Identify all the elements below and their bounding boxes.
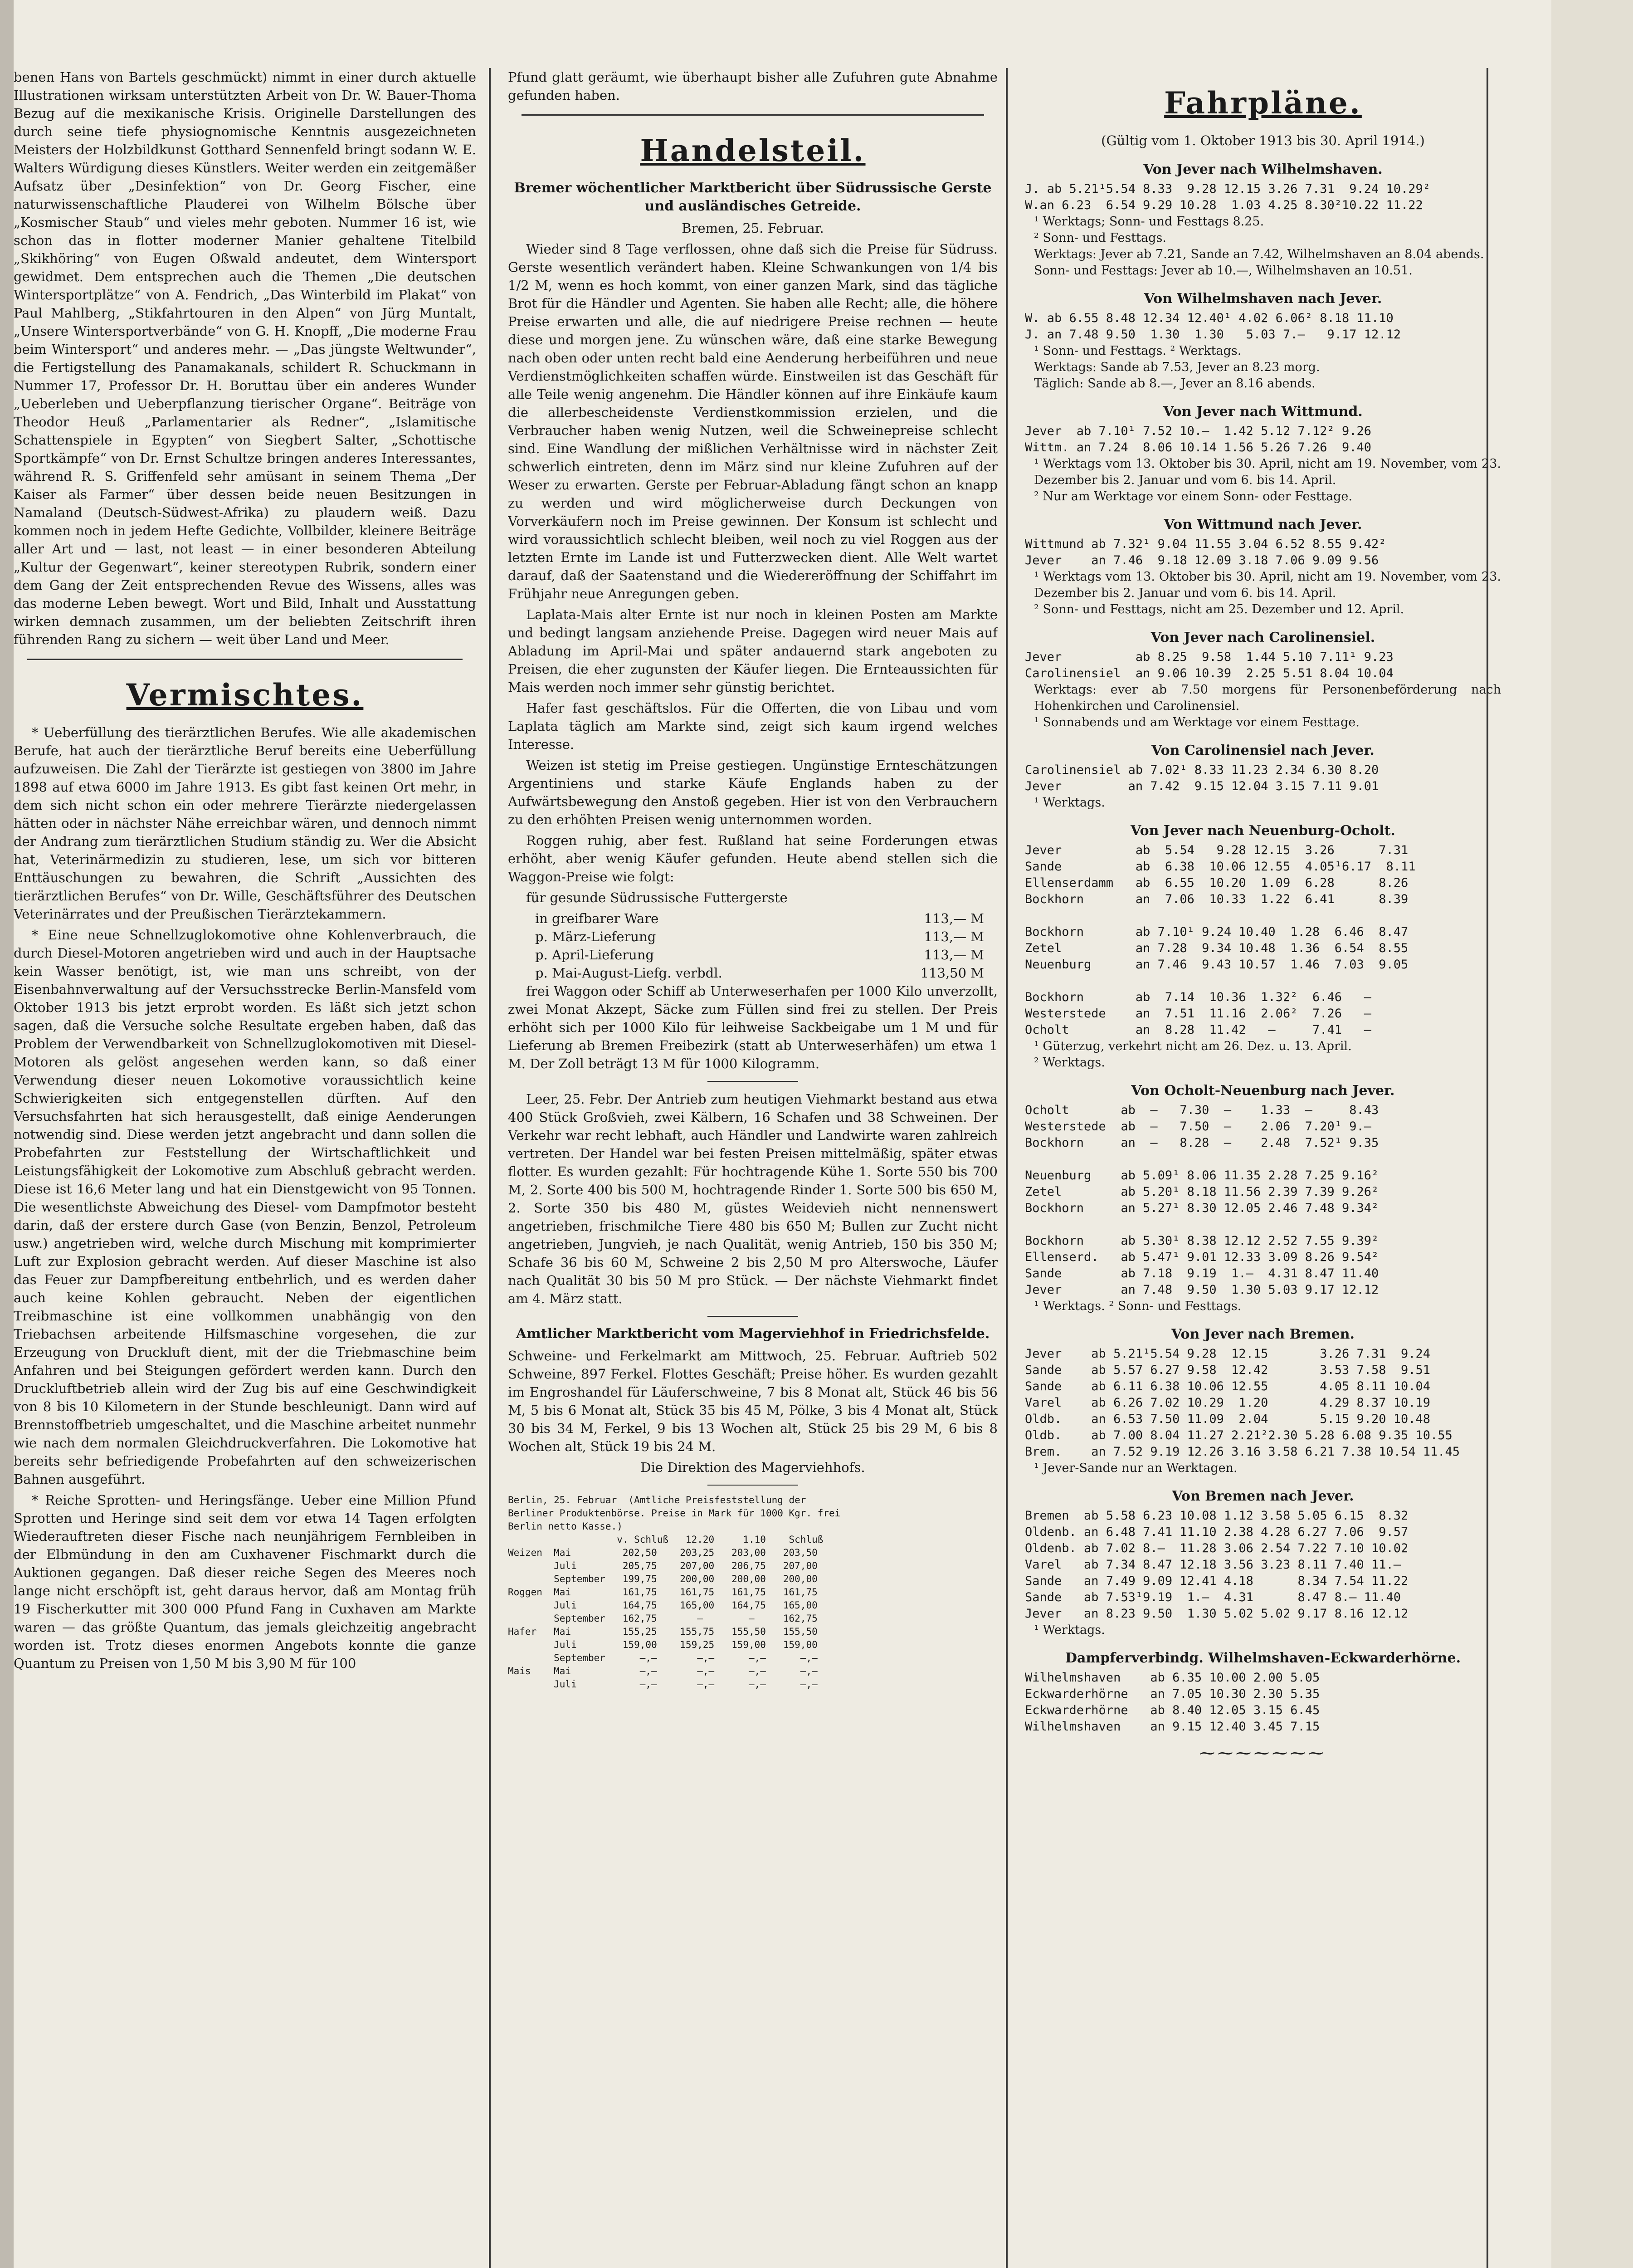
timetable-note: ² Nur am Werktage vor einem Sonn- oder Festtage. [1034,489,1352,503]
bremen-dateline: Bremen, 25. Februar. [682,220,824,236]
fahrplaene-heading: Fahrpläne. [1164,85,1362,121]
timetable-note: Sonn- und Festtags: Jever ab 10.—, Wilhelmshaven an 10.51. [1034,264,1413,278]
timetable-note: Täglich: Sande ab 8.—, Jever an 8.16 abends. [1034,376,1316,391]
price-row [508,928,998,946]
news-item-fishing: * Reiche Sprotten- und Heringsfänge. Ueber eine Million Pfund Sprotten und Heringe sind seit dem vor etwa 14 Tagen erfolgten Wiederauftreten dieser Fische nach neunjährigem Fernbleiben in der Elbmündung in den am Cuxhavener Fischmarkt durch die Auktionen gegangen. Daß dieser reiche Segen des Meeres noch lange nicht erschöpft ist, geht daraus hervor, daß am Montag früh 19 Fischerkutter mit 300 000 Pfund Fang in Cuxhaven am Markte waren — das größte Quantum, das jemals gleichzeitig angebracht worden ist. Trotz dieses enormen Angebots konnte die ganze Quantum zu Preisen von 1,50 M bis 3,90 M für 100 [14,1492,476,1671]
timetable-note: Werktags: Jever ab 7.21, Sande an 7.42, Wilhelmshaven an 8.04 abends. [1034,247,1484,261]
section-divider [522,114,984,116]
timetable-title: Von Carolinensiel nach Jever. [1151,743,1375,758]
short-divider [707,1485,798,1486]
price-label: in greifbarer Ware [535,911,659,926]
magazine-review-paragraph: benen Hans von Bartels geschmückt) nimmt in einer durch aktuelle Illustrationen wirksam unterstützten Arbeit von Dr. W. Bauer-Thoma Bezug auf die mexikanische Krisis. Originelle Darstellungen des durch seine tiefe physiognomische Kenntnis ausgezeichneten Meisters der Holzbildkunst Gotthard Sennenfeld bringt sodann W. E. Walters Würdigung dieses Künstlers. Weiter werden ein zeitgemäßer Aufsatz über „Desinfektion“ von Dr. Georg Fischer, eine naturwissenschaftliche Plauderei von Wilhelm Bölsche über „Kosmischer Staub“ und vieles mehr geboten. Nummer 16 ist, wie schon das in flotter moderner Manier gehaltene Titelbild „Skikhöring“ von Eugen Oßwald andeutet, dem Wintersport gewidmet. Dem entsprechen auch die Themen „Die deutschen Wintersportplätze“ von A. Fendrich, „Das Winterbild im Plakat“ von Paul Mahlberg, „Stikfahrtouren in den Alpen“ von Jürg Muntalt, „Unsere Wintersportverbände“ von G. H. Knopff, „Die moderne Frau beim Wintersport“ und anderes mehr. — „Das jüngste Weltwunder“, die Fertigstellung des Panamakanals, schildert R. Schuckmann in Nummer 17, Professor Dr. H. Boruttau über ein anderes Wunder „Ueberleben und Ueberpflanzung tierischer Organe“. Beiträge von Theodor Heuß „Parlamentarier als Redner“, „Islamitische Schattenspiele in Egypten“ von Siegbert Salter, „Schottische Sportkämpfe“ von Dr. Ernst Schultze bringen anderes Interessantes, während R. S. Griffenfeld sehr amüsant in seinem Thema „Der Kaiser als Farmer“ über dessen beide neuen Besitzungen in Namaland (Deutsch-Südwest-Afrika) zu plaudern weiß. Dazu kommen noch in jedem Hefte Gedichte, Vollbilder, kleinere Beiträge aller Art und — last, not least — in einer besonderen Abteilung „Kultur der Gegenwart“, keiner stereotypen Rubrik, sondern einer dem Gang der Zeit entsprechenden Revue des Wissens, alles was das moderne Leben bewegt. Wort und Bild, Inhalt und Ausstattung wirken demnach zusammen, um der beliebten Zeitschrift ihren führenden Rang zu sichern — weit über Land und Meer. [14,69,476,647]
price-row [508,946,998,964]
timetable-title: Von Bremen nach Jever. [1172,1488,1354,1504]
timetable-note: ¹ Werktags vom 13. Oktober bis 30. April, nicht am 19. November, vom 23. Dezember bis 2. Januar und vom 6. bis 14. April. [1034,570,1501,600]
berlin-exchange-table: Berlin, 25. Februar (Amtliche Preisfeststellung der Berliner Produktenbörse. Preise in Mark für 1000 Kgr. frei Berlin netto Kasse.) v. Schluß 12.20 1.10 Schluß Weizen Mai 202,50 203,25 203,00 203,50 Juli 205,75 207,00 206,75 207,00 September 199,75 200,00 200,00 200,00 Roggen Mai 161,75 161,75 161,75 161,75 Juli 164,75 165,00 164,75 165,00 September 162,75 — — 162,75 Hafer Mai 155,25 155,75 155,50 155,50 Juli 159,00 159,25 159,00 159,00 September —,— —,— —,— —,— Mais Mai —,— —,— —,— —,— Juli —,— —,— —,— —,— [508,1495,841,1690]
official-report-text: Schweine- und Ferkelmarkt am Mittwoch, 25. Februar. Auftrieb 502 Schweine, 897 Ferkel. Flottes Geschäft; Preise höher. Es wurden gezahlt im Engroshandel für Läuferschweine, 7 bis 8 Monat alt, Stück 46 bis 56 M, 5 bis 6 Monat alt, Stück 35 bis 45 M, Pölke, 3 bis 4 Monat alt, Stück 30 bis 34 M, Ferkel, 9 bis 13 Wochen alt, Stück 25 bis 29 M, 6 bis 8 Wochen alt, Stück 19 bis 24 M. [508,1348,998,1454]
short-divider [707,1081,798,1082]
timetable-grid: Wittmund ab 7.32¹ 9.04 11.55 3.04 6.52 8.55 9.42² Jever an 7.46 9.18 12.09 3.18 7.06 9.09 9.56 [1025,537,1386,567]
timetable-note: ¹ Werktags. [1034,1623,1105,1637]
timetable-sections [1025,161,1501,1735]
price-value: 113,— M [924,947,984,963]
timetable-title: Von Wilhelmshaven nach Jever. [1144,291,1382,307]
left-binding-margin [0,0,14,2268]
timetable-grid: Carolinensiel ab 7.02¹ 8.33 11.23 2.34 6.30 8.20 Jever an 7.42 9.15 12.04 3.15 7.11 9.01 [1025,763,1379,793]
price-label: p. März-Lieferung [535,929,656,944]
timetable-validity: (Gültig vom 1. Oktober 1913 bis 30. April 1914.) [1101,133,1425,148]
bremen-paragraph: Hafer fast geschäftslos. Für die Offerten, die von Libau und vom Laplata täglich am Markte sind, zeigt sich kaum irgend welches Interesse. [508,700,998,752]
timetable-note: ¹ Sonn- und Festtags. ² Werktags. [1034,344,1242,358]
price-intro: für gesunde Südrussische Futtergerste [526,890,788,905]
timetable-grid: Ocholt ab — 7.30 — 1.33 — 8.43 Westerstede ab — 7.50 — 2.06 7.20¹ 9.— Bockhorn an — 8.28 — 2.48 7.52¹ 9.35 Neuenburg ab 5.09¹ 8.06 11.35 2.28 7.25 9.16² Zetel ab 5.20¹ 8.18 11.56 2.39 7.39 9.26² Bockhorn an 5.27¹ 8.30 12.05 2.46 7.48 9.34² Bockhorn ab 5.30¹ 8.38 12.12 2.52 7.55 9.39² Ellenserd. ab 5.47¹ 9.01 12.33 3.09 8.26 9.54² Sande ab 7.18 9.19 1.— 4.31 8.47 11.40 Jever an 7.48 9.50 1.30 5.03 9.17 12.12 [1025,1103,1379,1297]
timetable-note: ¹ Werktags vom 13. Oktober bis 30. April, nicht am 19. November, vom 23. Dezember bis 2. Januar und vom 6. bis 14. April. [1034,457,1501,487]
column-rule-1 [489,68,491,2268]
vermischtes-heading: Vermischtes. [126,677,364,713]
bremen-paragraph: Roggen ruhig, aber fest. Rußland hat seine Forderungen etwas erhöht, aber wenig Käufer gefunden. Heute abend stellen sich die Waggon-Preise wie folgt: [508,833,998,885]
timetable-grid: Bremen ab 5.58 6.23 10.08 1.12 3.58 5.05 6.15 8.32 Oldenb. an 6.48 7.41 11.10 2.38 4.28 6.27 7.06 9.57 Oldenb. ab 7.02 8.— 11.28 3.06 2.54 7.22 7.10 10.02 Varel ab 7.34 8.47 12.18 3.56 3.23 8.11 7.40 11.— Sande an 7.49 9.09 12.41 4.18 8.34 7.54 11.22 Sande ab 7.53¹9.19 1.— 4.31 8.47 8.— 11.40 Jever an 8.23 9.50 1.30 5.02 5.02 9.17 8.16 12.12 [1025,1509,1409,1621]
section-divider [27,659,463,660]
short-divider [707,1316,798,1317]
bremen-paragraph: Laplata-Mais alter Ernte ist nur noch in kleinen Posten am Markte und bedingt langsam anziehende Preise. Dagegen wird neuer Mais auf Abladung im April-Mai und später andauernd stark angeboten zu Preisen, die eher zugunsten der Käufer liegen. Die Ernteaussichten für Mais werden noch immer sehr günstig berichtet. [508,607,998,695]
price-value: 113,50 M [920,965,984,981]
official-report-signature: Die Direktion des Magerviehhofs. [640,1460,865,1475]
official-report-title: Amtlicher Marktbericht vom Magerviehhof in Friedrichsfelde. [516,1326,990,1342]
timetable-title: Von Jever nach Wittmund. [1163,404,1363,420]
timetable-note: ¹ Jever-Sande nur an Werktagen. [1034,1461,1238,1475]
timetable-grid: J. ab 5.21¹5.54 8.33 9.28 12.15 3.26 7.31 9.24 10.29² W.an 6.23 6.54 9.29 10.28 1.03 4.25 8.30²10.22 11.22 [1025,182,1431,212]
timetable-grid: W. ab 6.55 8.48 12.34 12.40¹ 4.02 6.06² 8.18 11.10 J. an 7.48 9.50 1.30 1.30 5.03 7.— 9.17 12.12 [1025,311,1401,342]
timetable-note: ² Werktags. [1034,1056,1105,1070]
continued-paragraph: Pfund glatt geräumt, wie überhaupt bisher alle Zufuhren gute Abnahme gefunden haben. [508,69,998,103]
column-right [1025,68,1501,2268]
price-label: p. Mai-August-Liefg. verbdl. [535,965,722,981]
bremen-report-title: Bremer wöchentlicher Marktbericht über Südrussische Gerste und ausländisches Getreide. [514,180,992,214]
bremen-paragraph: Weizen ist stetig im Preise gestiegen. Ungünstige Ernteschätzungen Argentiniens und starke Käufe Englands haben zu der Aufwärtsbewegung den Anstoß gegeben. Hier ist von den Verbrauchern zu den erhöhten Preisen wenig unternommen worden. [508,758,998,827]
timetable-note: Werktags: Sande ab 7.53, Jever an 8.23 morg. [1034,360,1320,374]
price-row [508,909,998,928]
timetable-grid: Wilhelmshaven ab 6.35 10.00 2.00 5.05 Eckwarderhörne an 7.05 10.30 2.30 5.35 Eckwarderhörne ab 8.40 12.05 3.15 6.45 Wilhelmshaven an 9.15 12.40 3.45 7.15 [1025,1671,1320,1734]
timetable-note: ² Sonn- und Festtags. [1034,231,1166,245]
timetable-note: ² Sonn- und Festtags, nicht am 25. Dezember und 12. April. [1034,602,1404,616]
column-middle [508,68,998,2268]
price-footer: frei Waggon oder Schiff ab Unterweserhafen per 1000 Kilo unverzollt, zwei Monat Akzept, Säcke zum Füllen sind frei zu stellen. Der Preis erhöht sich per 1000 Kilo für leihweise Sackbeigabe um 1 M und für Lieferung ab Bremen Freibezirk (statt ab Unterweserhäfen) um etwa 1 M. Der Zoll beträgt 13 M für 1000 Kilogramm. [508,983,998,1071]
price-value: 113,— M [924,929,984,944]
right-page-margin [1551,0,1633,2268]
timetable-grid: Jever ab 7.10¹ 7.52 10.— 1.42 5.12 7.12² 9.26 Wittm. an 7.24 8.06 10.14 1.56 5.26 7.26 9.40 [1025,424,1372,455]
timetable-note: ¹ Werktags; Sonn- und Festtags 8.25. [1034,215,1264,229]
bremen-paragraph: Wieder sind 8 Tage verflossen, ohne daß sich die Preise für Südruss. Gerste wesentlich verändert haben. Kleine Schwankungen von 1/4 bis 1/2 M, wenn es hoch kommt, von einer ganzen Mark, sind das tägliche Brot für die Händler und Agenten. Sie haben alle Recht; alle, die höhere Preise erwarten und alle, die auf niedrigere Preise rechnen — heute diese und morgen jene. Zu wünschen wäre, daß eine starke Bewegung nach oben oder unten recht bald eine Aenderung herbeiführen und neue Verdienstmöglichkeiten schaffen würde. Einstweilen ist das Geschäft für alle Teile wenig angenehm. Die Händler können auf ihre Einkäufe kaum die allerbescheidenste Verdienstkommission erzielen, und die Verbraucher haben wenig Nutzen, weil die Schweinepreise schlecht sind. Eine Wandlung der mißlichen Verhältnisse wird in nächster Zeit schwerlich eintreten, denn im März sind nur kleine Zufuhren auf der Weser zu erwarten. Gerste per Februar-Abladung fängt schon an knapp zu werden und wird möglicherweise durch Deckungen von Vorverkäufern noch im Preise gewinnen. Der Konsum ist schlecht und wird voraussichtlich schlecht bleiben, weil noch zu viel Roggen aus der letzten Ernte im Lande ist und Futterzwecken dient. Alle Welt wartet darauf, daß der Saatenstand und die Wiedereröffnung der Schiffahrt im Frühjahr neue Anregungen geben. [508,241,998,601]
timetable-grid: Jever ab 5.54 9.28 12.15 3.26 7.31 Sande ab 6.38 10.06 12.55 4.05¹6.17 8.11 Ellenserdamm ab 6.55 10.20 1.09 6.28 8.26 Bockhorn an 7.06 10.33 1.22 6.41 8.39 Bockhorn ab 7.10¹ 9.24 10.40 1.28 6.46 8.47 Zetel an 7.28 9.34 10.48 1.36 6.54 8.55 Neuenburg an 7.46 9.43 10.57 1.46 7.03 9.05 Bockhorn ab 7.14 10.36 1.32² 6.46 — Westerstede an 7.51 11.16 2.06² 7.26 — Ocholt an 8.28 11.42 — 7.41 — [1025,843,1416,1037]
leer-market-report: Leer, 25. Febr. Der Antrieb zum heutigen Viehmarkt bestand aus etwa 400 Stück Großvieh, zwei Kälbern, 16 Schafen und 38 Schweinen. Der Verkehr war recht lebhaft, auch Händler und Landwirte waren zahlreich vertreten. Der Handel war bei festen Preisen mittelmäßig, später etwas flotter. Es wurden gezahlt: Für hochtragende Kühe 1. Sorte 550 bis 700 M, 2. Sorte 400 bis 500 M, hochtragende Rinder 1. Sorte 500 bis 650 M, 2. Sorte 350 bis 480 M, güstes Weidevieh nicht nennenswert angetrieben, frischmilche Tiere 480 bis 650 M; Bullen zur Zucht nicht angetrieben, Jungvieh, je nach Qualität, wenig Antrieb, 150 bis 350 M; Schafe 36 bis 60 M, Schweine 2 bis 2,50 M pro Alterswoche, Läufer nach Qualität 30 bis 50 M pro Stück. — Der nächste Viehmarkt findet am 4. März statt. [508,1091,998,1306]
price-value: 113,— M [924,911,984,926]
column-rule-2 [1006,68,1008,2268]
timetable-title: Von Jever nach Carolinensiel. [1150,630,1375,645]
price-label: p. April-Lieferung [535,947,654,963]
news-item-veterinary: * Ueberfüllung des tierärztlichen Berufes. Wie alle akademischen Berufe, hat auch der tierärztliche Beruf bereits eine Ueberfüllung aufzuweisen. Die Zahl der Tierärzte ist gestiegen von 3800 im Jahre 1898 auf etwa 6000 im Jahre 1913. Es gibt fast keinen Ort mehr, in dem sich nicht schon ein oder mehrere Tierärzte niedergelassen hätten oder in nächster Nähe erreichbar wären, und dennoch nimmt der Andrang zum tierärztlichen Studium ständig zu. Wer die Absicht hat, Veterinärmedizin zu studieren, lese, um sich vor bitteren Enttäuschungen zu bewahren, die Schrift „Aussichten des tierärztlichen Berufes“ von Dr. Wille, Geschäftsführer des Deutschen Veterinärrates und der Preußischen Tierärztekammern. [14,725,476,922]
timetable-title: Von Jever nach Wilhelmshaven. [1143,161,1383,177]
column-left [14,68,476,2268]
timetable-note: Werktags: ever ab 7.50 morgens für Personenbeförderung nach Hohenkirchen und Carolinensiel. [1034,683,1501,713]
timetable-note: ¹ Sonnabends und am Werktage vor einem Festtage. [1034,715,1360,729]
timetable-title: Von Wittmund nach Jever. [1164,517,1362,533]
handelsteil-heading: Handelsteil. [640,133,866,168]
timetable-grid: Jever ab 8.25 9.58 1.44 5.10 7.11¹ 9.23 Carolinensiel an 9.06 10.39 2.25 5.51 8.04 10.04 [1025,650,1394,680]
price-row [508,964,998,982]
timetable-note: ¹ Werktags. [1034,796,1105,810]
timetable-title: Von Jever nach Neuenburg-Ocholt. [1131,823,1395,839]
timetable-grid: Jever ab 5.21¹5.54 9.28 12.15 3.26 7.31 9.24 Sande ab 5.57 6.27 9.58 12.42 3.53 7.58 9.51 Sande ab 6.11 6.38 10.06 12.55 4.05 8.11 10.04 Varel ab 6.26 7.02 10.29 1.20 4.29 8.37 10.19 Oldb. an 6.53 7.50 11.09 2.04 5.15 9.20 10.48 Oldb. ab 7.00 8.04 11.27 2.21²2.30 5.28 6.08 9.35 10.55 Brem. an 7.52 9.19 12.26 3.16 3.58 6.21 7.38 10.54 11.45 [1025,1347,1460,1459]
timetable-title: Von Ocholt-Neuenburg nach Jever. [1131,1083,1395,1099]
end-ornament: ⁓⁓⁓⁓⁓⁓⁓ [1199,1744,1326,1762]
timetable-note: ¹ Güterzug, verkehrt nicht am 26. Dez. u. 13. April. [1034,1039,1352,1053]
timetable-note: ¹ Werktags. ² Sonn- und Festtags. [1034,1299,1242,1313]
timetable-title: Von Jever nach Bremen. [1171,1326,1355,1342]
timetable-title: Dampferverbindg. Wilhelmshaven-Eckwarderhörne. [1065,1650,1461,1666]
news-item-locomotive: * Eine neue Schnellzuglokomotive ohne Kohlenverbrauch, die durch Diesel-Motoren angetrieben wird und auch in der Hauptsache kein Wasser benötigt, ist, wie man uns schreibt, von der Eisenbahnverwaltung auf der Versuchsstrecke Berlin-Mansfeld vom Oktober 1913 bis jetzt erprobt worden. Es läßt sich jetzt schon sagen, daß die Versuche solche Resultate ergeben haben, daß das Problem der Verwendbarkeit von Schnellzuglokomotiven mit Diesel-Motoren als gelöst angesehen werden kann, so daß einer Verwendung dieser neuen Lokomotive voraussichtlich keine Schwierigkeiten sich entgegenstellen dürften. Auf den Versuchsfahrten hat sich herausgestellt, daß einige Aenderungen notwendig sind. Diese werden jetzt angebracht und dann sollen die Probefahrten zur Feststellung der Wirtschaftlichkeit und Leistungsfähigkeit der Lokomotive zum Abschluß gebracht werden. Diese ist 16,6 Meter lang und hat ein Dienstgewicht von 95 Tonnen. Die wesentlichste Abweichung des Diesel- vom Dampfmotor besteht darin, daß der erstere durch Gase (von Benzin, Benzol, Petroleum usw.) angetrieben wird, welche durch Mischung mit komprimierter Luft zur Explosion gebracht werden. Auf dieser Maschine ist also das Feuer zur Dampfbereitung entbehrlich, und es werden daher auch keine Kohlen gebraucht. Neben der eigentlichen Treibmaschine ist eine vollkommen unabhängig von den Triebachsen arbeitende Hilfsmaschine vorgesehen, die zur Erzeugung von Druckluft dient, mit der die Triebmaschine beim Anfahren und bei Steigungen gefördert werden kann. Durch den Druckluftbetrieb allein wird der Zug bis auf eine Geschwindigkeit von 8 bis 10 Kilometern in der Stunde beschleunigt. Dann wird auf Brennstoffbetrieb umgeschaltet, und die Maschine arbeitet nunmehr wie nach dem normalen Gleichdruckverfahren. Die Lokomotive hat bereits sehr befriedigende Probefahrten auf den schweizerischen Bahnen ausgeführt. [14,927,476,1487]
